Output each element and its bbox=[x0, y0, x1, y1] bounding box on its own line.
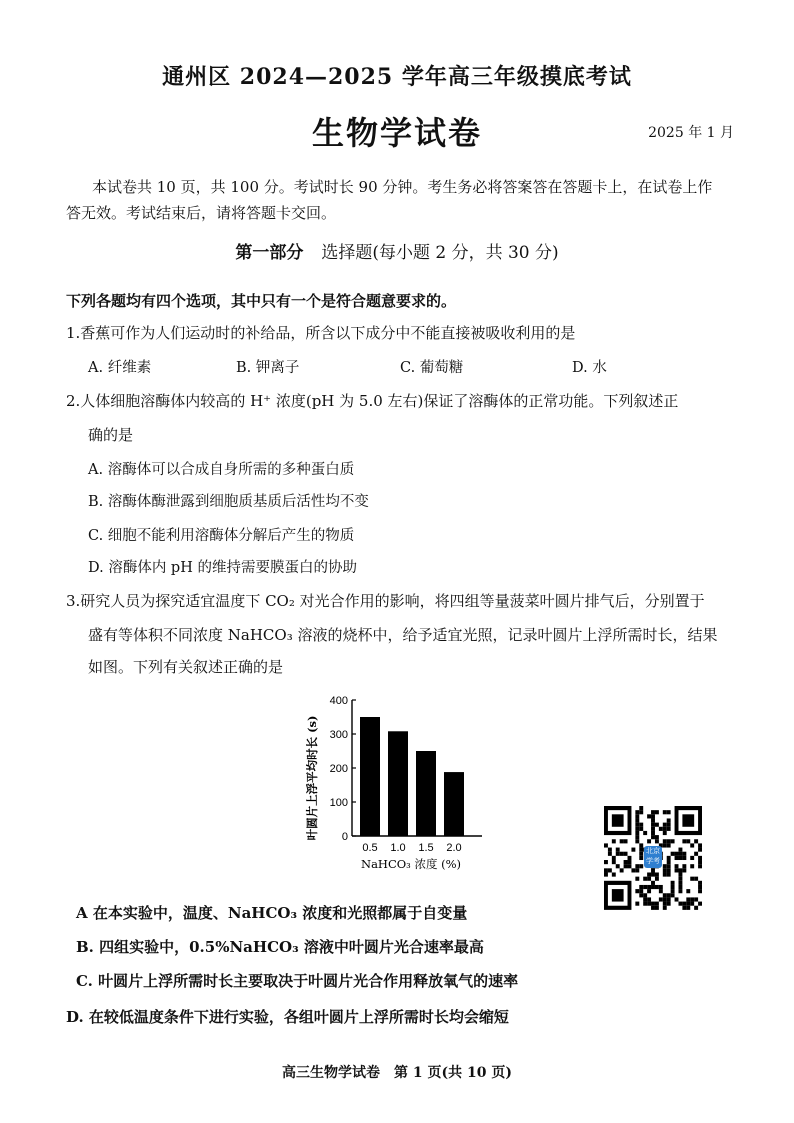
qr-module bbox=[631, 868, 635, 872]
qr-module bbox=[635, 864, 639, 868]
qr-module bbox=[624, 852, 628, 856]
qr-module bbox=[635, 831, 639, 835]
qr-module bbox=[620, 868, 624, 872]
qr-code[interactable] bbox=[604, 806, 702, 910]
bar bbox=[360, 717, 380, 836]
qr-module bbox=[643, 893, 647, 897]
qr-module bbox=[604, 843, 608, 847]
qr-module bbox=[651, 818, 655, 822]
section-heading bbox=[0, 238, 794, 263]
qr-module bbox=[643, 897, 647, 901]
qr-module bbox=[655, 835, 659, 839]
qr-module bbox=[663, 897, 667, 901]
qr-module bbox=[647, 872, 651, 876]
qr-module bbox=[667, 856, 671, 860]
qr-module bbox=[612, 860, 616, 864]
qr-module bbox=[639, 889, 643, 893]
qr-module bbox=[647, 885, 651, 889]
section-name: 第一部分 bbox=[235, 243, 304, 263]
q1-option-a: A. 纤维素 bbox=[88, 360, 152, 376]
qr-module bbox=[675, 897, 679, 901]
qr-module bbox=[616, 852, 620, 856]
instructions-line-2: 答无效。考试结束后，请将答题卡交回。 bbox=[66, 204, 337, 222]
qr-module bbox=[667, 827, 671, 831]
qr-module bbox=[678, 902, 682, 906]
qr-module bbox=[663, 823, 667, 827]
qr-module bbox=[663, 864, 667, 868]
qr-module bbox=[686, 897, 690, 901]
qr-module bbox=[639, 810, 643, 814]
qr-badge: 北京学考 bbox=[644, 846, 662, 868]
qr-module bbox=[612, 856, 616, 860]
qr-module bbox=[667, 902, 671, 906]
qr-module bbox=[698, 889, 702, 893]
qr-module bbox=[643, 831, 647, 835]
qr-module bbox=[647, 897, 651, 901]
qr-module bbox=[635, 877, 639, 881]
qr-module bbox=[643, 902, 647, 906]
qr-module bbox=[655, 823, 659, 827]
qr-module bbox=[647, 814, 651, 818]
qr-module bbox=[612, 889, 624, 901]
qr-module bbox=[682, 864, 686, 868]
qr-module bbox=[682, 814, 694, 826]
qr-module bbox=[651, 902, 655, 906]
qr-module bbox=[655, 810, 659, 814]
qr-module bbox=[616, 848, 620, 852]
bar bbox=[388, 731, 408, 836]
exam-date: 2025 年 1 月 bbox=[648, 125, 734, 141]
q1-option-d: D. 水 bbox=[572, 360, 607, 376]
qr-module bbox=[639, 823, 643, 827]
qr-module bbox=[678, 881, 682, 885]
qr-module bbox=[635, 827, 639, 831]
qr-module bbox=[675, 864, 679, 868]
q3-option-a: A 在本实验中，温度、NaHCO₃ 浓度和光照都属于自变量 bbox=[76, 904, 468, 922]
qr-module bbox=[663, 827, 667, 831]
qr-module bbox=[635, 835, 639, 839]
qr-module bbox=[635, 814, 639, 818]
qr-module bbox=[675, 856, 679, 860]
qr-module bbox=[655, 906, 659, 910]
qr-module bbox=[686, 839, 690, 843]
qr-module bbox=[608, 848, 612, 852]
qr-module bbox=[671, 881, 675, 885]
qr-module bbox=[663, 843, 667, 847]
section-title: 选择题(每小题 2 分，共 30 分) bbox=[321, 243, 559, 263]
x-tick-label: 2.0 bbox=[446, 842, 462, 854]
qr-module bbox=[694, 852, 698, 856]
qr-module bbox=[604, 868, 608, 872]
qr-module bbox=[682, 839, 686, 843]
qr-module bbox=[698, 843, 702, 847]
qr-module bbox=[655, 839, 659, 843]
qr-module bbox=[651, 872, 655, 876]
q1-option-c: C. 葡萄糖 bbox=[400, 360, 464, 376]
qr-module bbox=[647, 889, 651, 893]
qr-module bbox=[678, 889, 682, 893]
qr-module bbox=[663, 906, 667, 910]
qr-module bbox=[682, 856, 686, 860]
qr-module bbox=[647, 839, 651, 843]
q3-stem-line-1: 3.研究人员为探究适宜温度下 CO₂ 对光合作用的影响，将四组等量菠菜叶圆片排气后，分别置于 bbox=[66, 592, 705, 610]
qr-module bbox=[663, 872, 667, 876]
qr-module bbox=[698, 848, 702, 852]
page-footer: 高三生物学试卷 第 1 页(共 10 页) bbox=[282, 1065, 512, 1081]
q2-option-d: D. 溶酶体内 pH 的维持需要膜蛋白的协助 bbox=[88, 560, 357, 576]
qr-module bbox=[639, 848, 643, 852]
qr-module bbox=[667, 860, 671, 864]
qr-module bbox=[635, 818, 639, 822]
qr-module bbox=[678, 877, 682, 881]
qr-module bbox=[663, 868, 667, 872]
qr-module bbox=[631, 848, 635, 852]
qr-module bbox=[686, 902, 690, 906]
qr-module bbox=[671, 889, 675, 893]
x-axis-label: NaHCO₃ 浓度 (%) bbox=[361, 857, 461, 871]
qr-module bbox=[663, 902, 667, 906]
qr-module bbox=[678, 852, 682, 856]
q3-option-b: B. 四组实验中，0.5%NaHCO₃ 溶液中叶圆片光合速率最高 bbox=[76, 938, 484, 956]
qr-module bbox=[698, 881, 702, 885]
qr-module bbox=[686, 889, 690, 893]
qr-module bbox=[671, 839, 675, 843]
qr-module bbox=[620, 839, 624, 843]
qr-module bbox=[686, 906, 690, 910]
qr-module bbox=[698, 864, 702, 868]
q3-stem-line-3: 如图。下列有关叙述正确的是 bbox=[88, 658, 284, 676]
qr-module bbox=[659, 889, 663, 893]
qr-module bbox=[698, 856, 702, 860]
qr-module bbox=[678, 885, 682, 889]
qr-module bbox=[639, 843, 643, 847]
qr-module bbox=[690, 856, 694, 860]
qr-module bbox=[682, 868, 686, 872]
qr-module bbox=[639, 856, 643, 860]
qr-module bbox=[635, 868, 639, 872]
q3-option-c: C. 叶圆片上浮所需时长主要取决于叶圆片光合作用释放氧气的速率 bbox=[76, 972, 519, 990]
q1-stem: 1.香蕉可作为人们运动时的补给品，所含以下成分中不能直接被吸收利用的是 bbox=[66, 324, 576, 342]
qr-module bbox=[635, 823, 639, 827]
qr-module bbox=[659, 885, 663, 889]
qr-module bbox=[651, 810, 655, 814]
q2-option-a: A. 溶酶体可以合成自身所需的多种蛋白质 bbox=[88, 462, 355, 478]
qr-module bbox=[690, 902, 694, 906]
qr-module bbox=[663, 893, 667, 897]
qr-module bbox=[616, 864, 620, 868]
qr-module bbox=[698, 860, 702, 864]
qr-module bbox=[667, 872, 671, 876]
qr-module bbox=[694, 897, 698, 901]
qr-module bbox=[698, 902, 702, 906]
qr-module bbox=[655, 885, 659, 889]
qr-module bbox=[667, 818, 671, 822]
qr-module bbox=[663, 839, 667, 843]
qr-module bbox=[698, 885, 702, 889]
qr-module bbox=[671, 893, 675, 897]
qr-module bbox=[694, 839, 698, 843]
q2-option-b: B. 溶酶体酶泄露到细胞质基质后活性均不变 bbox=[88, 494, 369, 510]
qr-module bbox=[667, 839, 671, 843]
qr-module bbox=[624, 864, 628, 868]
qr-module bbox=[678, 868, 682, 872]
qr-module bbox=[694, 906, 698, 910]
qr-module bbox=[643, 877, 647, 881]
qr-module bbox=[671, 885, 675, 889]
qr-module bbox=[624, 860, 628, 864]
qr-module bbox=[663, 810, 667, 814]
qr-module bbox=[651, 881, 655, 885]
exam-title: 通州区 2024—2025 学年高三年级摸底考试 bbox=[162, 64, 632, 90]
qr-module bbox=[667, 823, 671, 827]
qr-module bbox=[667, 843, 671, 847]
qr-module bbox=[612, 872, 616, 876]
qr-module bbox=[678, 872, 682, 876]
qr-module bbox=[651, 835, 655, 839]
qr-module bbox=[667, 897, 671, 901]
qr-module bbox=[628, 860, 632, 864]
qr-module bbox=[667, 868, 671, 872]
qr-module bbox=[667, 810, 671, 814]
qr-module bbox=[655, 877, 659, 881]
qr-module bbox=[682, 906, 686, 910]
q3-option-d: D. 在较低温度条件下进行实验，各组叶圆片上浮所需时长均会缩短 bbox=[66, 1008, 509, 1026]
qr-module bbox=[675, 868, 679, 872]
qr-module bbox=[690, 843, 694, 847]
qr-module bbox=[651, 823, 655, 827]
qr-module bbox=[620, 852, 624, 856]
y-tick-label: 200 bbox=[329, 763, 348, 775]
x-tick-label: 0.5 bbox=[362, 842, 378, 854]
y-tick-label: 100 bbox=[329, 797, 348, 809]
qr-module bbox=[604, 860, 608, 864]
qr-module bbox=[671, 852, 675, 856]
qr-module bbox=[651, 827, 655, 831]
bar bbox=[416, 751, 436, 836]
qr-module bbox=[659, 897, 663, 901]
qr-module bbox=[682, 852, 686, 856]
qr-module bbox=[694, 877, 698, 881]
qr-module bbox=[651, 906, 655, 910]
q2-stem-line-1: 2.人体细胞溶酶体内较高的 H⁺ 浓度(pH 为 5.0 左右)保证了溶酶体的正常功能。下列叙述正 bbox=[66, 392, 679, 410]
qr-module bbox=[628, 864, 632, 868]
q2-stem-line-2: 确的是 bbox=[88, 426, 134, 444]
qr-module bbox=[682, 902, 686, 906]
qr-module bbox=[651, 885, 655, 889]
q2-option-c: C. 细胞不能利用溶酶体分解后产生的物质 bbox=[88, 528, 355, 544]
directions: 下列各题均有四个选项，其中只有一个是符合题意要求的。 bbox=[66, 292, 457, 310]
qr-module bbox=[643, 885, 647, 889]
q1-option-b: B. 钾离子 bbox=[236, 360, 300, 376]
qr-module bbox=[639, 885, 643, 889]
q3-stem-line-2: 盛有等体积不同浓度 NaHCO₃ 溶液的烧杯中，给予适宜光照，记录叶圆片上浮所需时长，结果 bbox=[88, 626, 718, 644]
qr-module bbox=[659, 827, 663, 831]
qr-module bbox=[639, 852, 643, 856]
qr-module bbox=[690, 877, 694, 881]
qr-module bbox=[624, 839, 628, 843]
qr-module bbox=[639, 827, 643, 831]
x-tick-label: 1.0 bbox=[390, 842, 406, 854]
qr-module bbox=[663, 831, 667, 835]
qr-module bbox=[651, 814, 655, 818]
qr-module bbox=[651, 831, 655, 835]
qr-module bbox=[647, 902, 651, 906]
qr-module bbox=[655, 902, 659, 906]
x-tick-label: 1.5 bbox=[418, 842, 434, 854]
y-tick-label: 0 bbox=[341, 831, 348, 843]
qr-module bbox=[639, 893, 643, 897]
qr-module bbox=[635, 839, 639, 843]
instructions-line-1: 本试卷共 10 页，共 100 分。考试时长 90 分钟。考生务必将答案答在答题卡上，在试卷上作 bbox=[92, 178, 713, 196]
qr-module bbox=[608, 868, 612, 872]
qr-module bbox=[675, 852, 679, 856]
qr-module bbox=[690, 864, 694, 868]
qr-module bbox=[628, 856, 632, 860]
y-axis-label: 叶圆片上浮平均时长 (s) bbox=[305, 715, 319, 841]
qr-module bbox=[678, 848, 682, 852]
qr-module bbox=[678, 856, 682, 860]
qr-module bbox=[612, 839, 616, 843]
qr-module bbox=[667, 893, 671, 897]
qr-module bbox=[608, 852, 612, 856]
paper-title: 生物学试卷 bbox=[311, 114, 482, 152]
qr-module bbox=[639, 806, 643, 810]
qr-module bbox=[639, 864, 643, 868]
y-tick-label: 400 bbox=[329, 695, 348, 707]
bar-chart bbox=[300, 688, 490, 888]
qr-module bbox=[612, 814, 624, 826]
qr-module bbox=[655, 872, 659, 876]
qr-module bbox=[667, 864, 671, 868]
qr-module bbox=[690, 897, 694, 901]
qr-module bbox=[635, 902, 639, 906]
y-tick-label: 300 bbox=[329, 729, 348, 741]
qr-module bbox=[651, 868, 655, 872]
qr-module bbox=[604, 872, 608, 876]
qr-module bbox=[635, 810, 639, 814]
bar bbox=[444, 772, 464, 836]
qr-module bbox=[647, 877, 651, 881]
qr-module bbox=[635, 889, 639, 893]
